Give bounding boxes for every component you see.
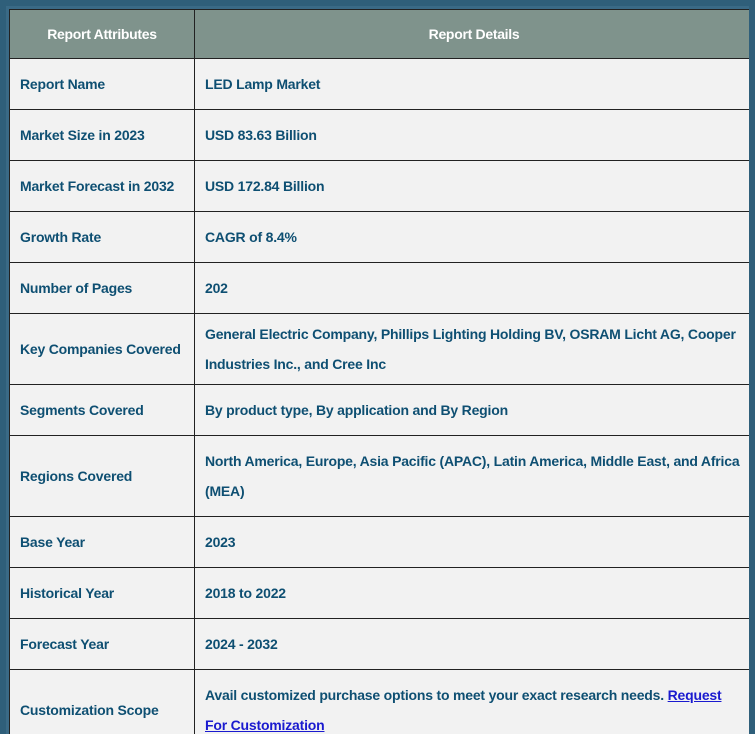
detail-cell: General Electric Company, Phillips Lighting Holding BV, OSRAM Licht AG, Cooper Industries Inc., and Cree Inc	[195, 314, 754, 385]
table-row	[10, 517, 754, 568]
table-row	[10, 385, 754, 436]
detail-cell: 2023	[195, 517, 754, 568]
table-header-row	[10, 10, 754, 59]
table-row	[10, 212, 754, 263]
detail-cell	[195, 670, 754, 734]
attribute-cell: Base Year	[10, 517, 195, 568]
attribute-cell: Number of Pages	[10, 263, 195, 314]
table-row	[10, 110, 754, 161]
detail-cell: USD 83.63 Billion	[195, 110, 754, 161]
detail-cell: By product type, By application and By Region	[195, 385, 754, 436]
attribute-cell: Market Size in 2023	[10, 110, 195, 161]
table-row	[10, 263, 754, 314]
attribute-cell: Historical Year	[10, 568, 195, 619]
attribute-cell: Segments Covered	[10, 385, 195, 436]
detail-cell: North America, Europe, Asia Pacific (APAC), Latin America, Middle East, and Africa (MEA)	[195, 436, 754, 517]
attribute-cell: Report Name	[10, 59, 195, 110]
attribute-cell: Customization Scope	[10, 670, 195, 734]
table-row	[10, 670, 754, 734]
attribute-cell: Growth Rate	[10, 212, 195, 263]
report-attributes-table	[9, 9, 754, 734]
customization-text: Avail customized purchase options to meet your exact research needs.	[205, 687, 664, 703]
detail-cell: 2018 to 2022	[195, 568, 754, 619]
header-report-details: Report Details	[195, 10, 754, 59]
attribute-cell: Regions Covered	[10, 436, 195, 517]
detail-cell: LED Lamp Market	[195, 59, 754, 110]
header-report-attributes: Report Attributes	[10, 10, 195, 59]
table-row	[10, 59, 754, 110]
request-customization-link[interactable]: Request For Customization	[205, 687, 722, 733]
detail-cell: 2024 - 2032	[195, 619, 754, 670]
detail-cell: USD 172.84 Billion	[195, 161, 754, 212]
attribute-cell: Key Companies Covered	[10, 314, 195, 385]
detail-cell: CAGR of 8.4%	[195, 212, 754, 263]
table-row	[10, 161, 754, 212]
table-row	[10, 619, 754, 670]
attribute-cell: Forecast Year	[10, 619, 195, 670]
table-row	[10, 568, 754, 619]
table-row	[10, 314, 754, 385]
table-row	[10, 436, 754, 517]
detail-cell: 202	[195, 263, 754, 314]
attribute-cell: Market Forecast in 2032	[10, 161, 195, 212]
